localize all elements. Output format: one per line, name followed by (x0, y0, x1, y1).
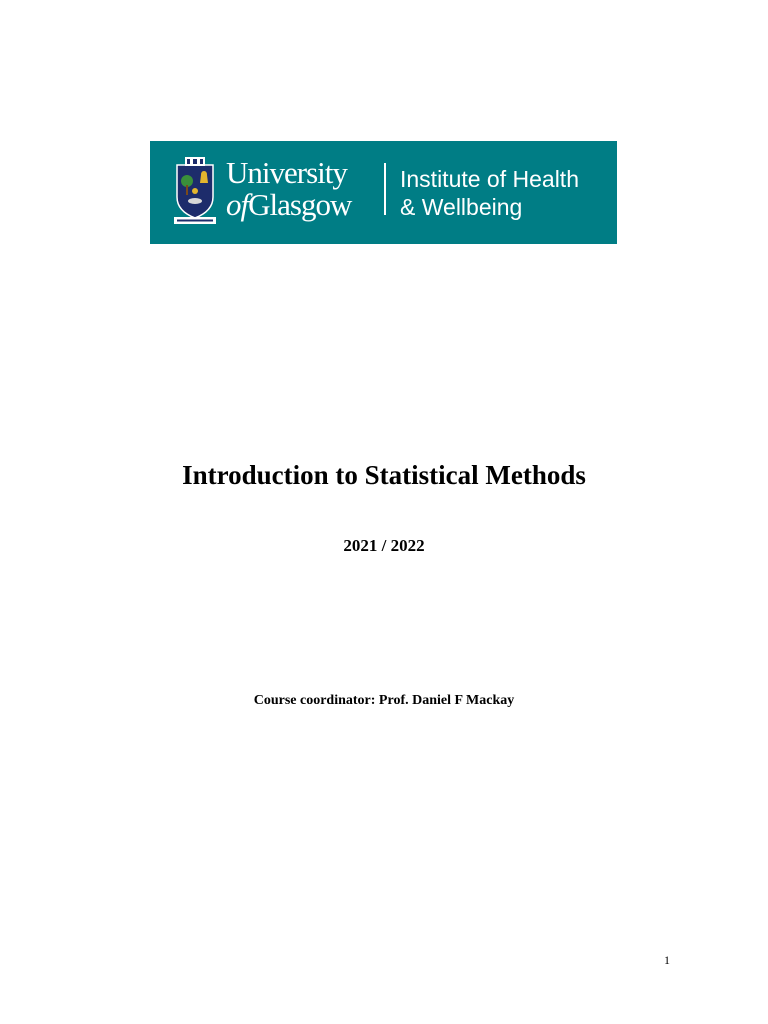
academic-year: 2021 / 2022 (343, 536, 425, 555)
university-logo-banner (150, 141, 617, 244)
university-name-glasgow: Glasgow (248, 187, 352, 222)
logo-divider (384, 163, 386, 215)
institute-name-line1: Institute of Health (400, 166, 579, 192)
course-coordinator: Course coordinator: Prof. Daniel F Mackay (253, 693, 515, 708)
university-crest-icon (173, 155, 217, 225)
university-name-of: of (226, 187, 249, 222)
university-name-line2 (226, 188, 351, 222)
institute-name (400, 165, 579, 221)
university-name-line1: University (226, 155, 347, 190)
document-title: Introduction to Statistical Methods (182, 460, 586, 490)
institute-name-line2: & Wellbeing (400, 194, 523, 220)
page-number: 1 (664, 953, 670, 967)
